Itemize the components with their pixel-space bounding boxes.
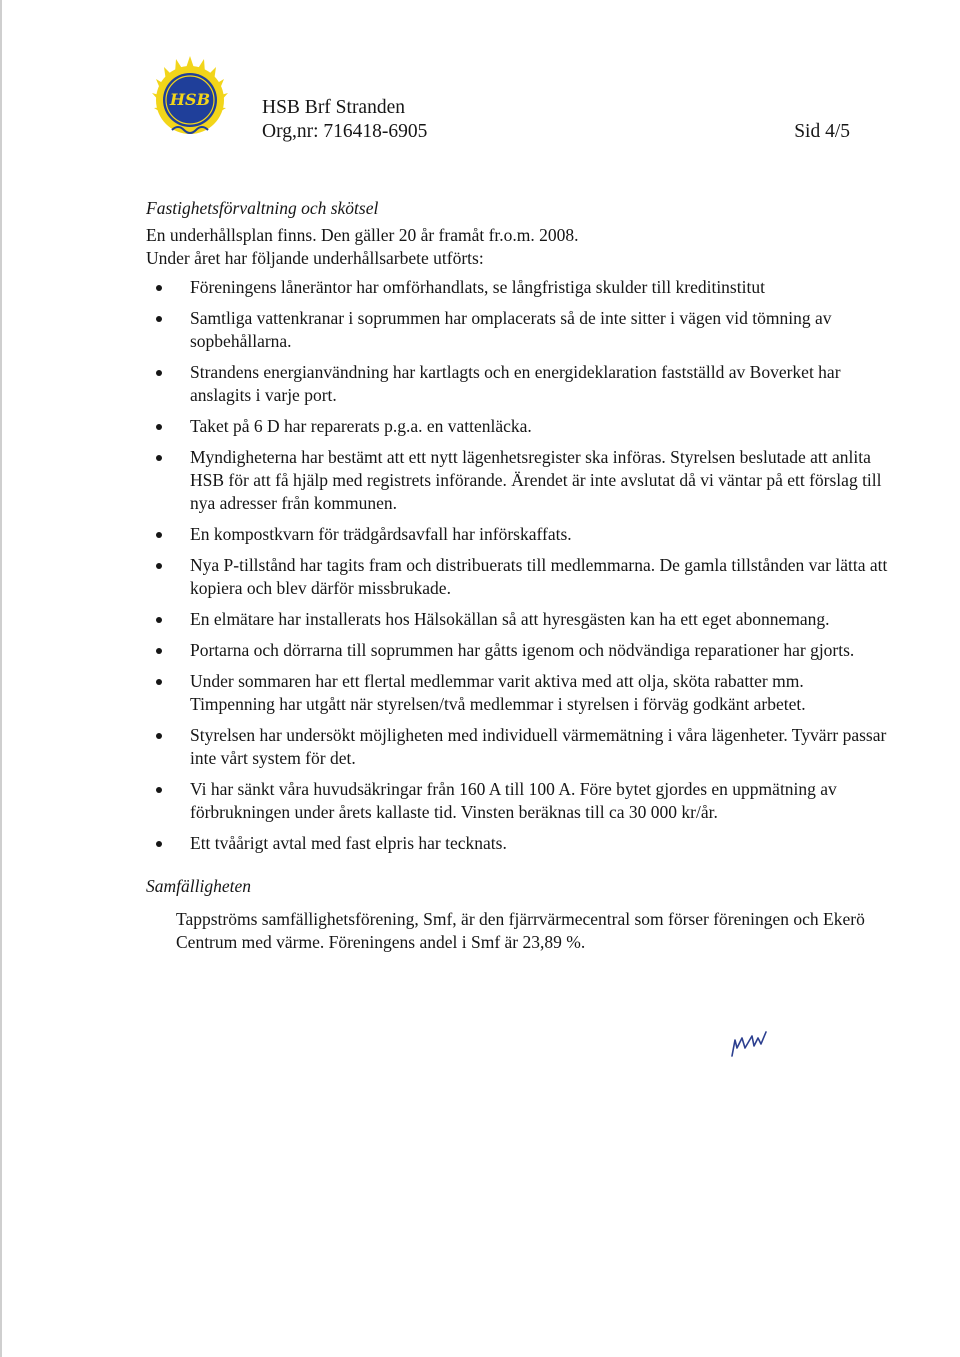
list-item: En kompostkvarn för trädgårdsavfall har införskaffats. — [146, 523, 890, 546]
document-body — [146, 197, 890, 954]
list-item: Strandens energianvändning har kartlagts och en energideklaration fastställd av Boverket har anslagits i varje port. — [146, 361, 890, 407]
maintenance-plan-text: En underhållsplan finns. Den gäller 20 år framåt fr.o.m. 2008. — [146, 225, 579, 245]
maintenance-list — [146, 276, 890, 855]
list-item: Vi har sänkt våra huvudsäkringar från 160 A till 100 A. Före bytet gjordes en uppmätning av förbrukningen under årets kallaste tid. Vinsten beräknas till ca 30 000 kr/år. — [146, 778, 890, 824]
list-item: Under sommaren har ett flertal medlemmar varit aktiva med att olja, sköta rabatter mm. Timpenning har utgått när styrelsen/två medlemmar i styrelsen i förväg godkänt arbetet. — [146, 670, 890, 716]
list-item: Ett tvåårigt avtal med fast elpris har tecknats. — [146, 832, 890, 855]
scan-edge — [0, 0, 2, 1357]
organization-number: Org,nr: 716418-6905 — [262, 121, 428, 142]
community-text: Tappströms samfällighetsförening, Smf, är den fjärrvärmecentral som förser föreningen och Ekerö Centrum med värme. Föreningens andel i Smf är 23,89 %. — [176, 909, 865, 952]
list-item: Taket på 6 D har reparerats p.g.a. en vattenläcka. — [146, 415, 890, 438]
list-item: Nya P-tillstånd har tagits fram och distribuerats till medlemmarna. De gamla tillstånden var lätta att kopiera och blev därför missbrukade. — [146, 554, 890, 600]
page-number: Sid 4/5 — [794, 121, 850, 142]
handwritten-initials — [728, 1026, 788, 1060]
list-item: Myndigheterna har bestämt att ett nytt lägenhetsregister ska införas. Styrelsen beslutade att anlita HSB för att få hjälp med registrets införande. Ärendet är inte avslutat då vi väntar på ett förslag till nya adresser från kommunen. — [146, 446, 890, 515]
list-item: Föreningens låneräntor har omförhandlats, se långfristiga skulder till kreditinstitut — [146, 276, 890, 299]
section-title-community: Samfälligheten — [146, 876, 251, 896]
logo-lettering: HSB — [169, 90, 211, 109]
organization-name: HSB Brf Stranden — [262, 97, 405, 118]
list-item: Portarna och dörrarna till soprummen har gåtts igenom och nödvändiga reparationer har gjorts. — [146, 639, 890, 662]
list-item: Samtliga vattenkranar i soprummen har omplacerats så de inte sitter i vägen vid tömning av sopbehållarna. — [146, 307, 890, 353]
hsb-logo — [142, 50, 238, 140]
section-title-property-management: Fastighetsförvaltning och skötsel — [146, 198, 379, 218]
maintenance-intro-text: Under året har följande underhållsarbete utförts: — [146, 248, 484, 268]
list-item: Styrelsen har undersökt möjligheten med individuell värmemätning i våra lägenheter. Tyvärr passar inte vårt system för det. — [146, 724, 890, 770]
list-item: En elmätare har installerats hos Hälsokällan så att hyresgästen kan ha ett eget abonnemang. — [146, 608, 890, 631]
